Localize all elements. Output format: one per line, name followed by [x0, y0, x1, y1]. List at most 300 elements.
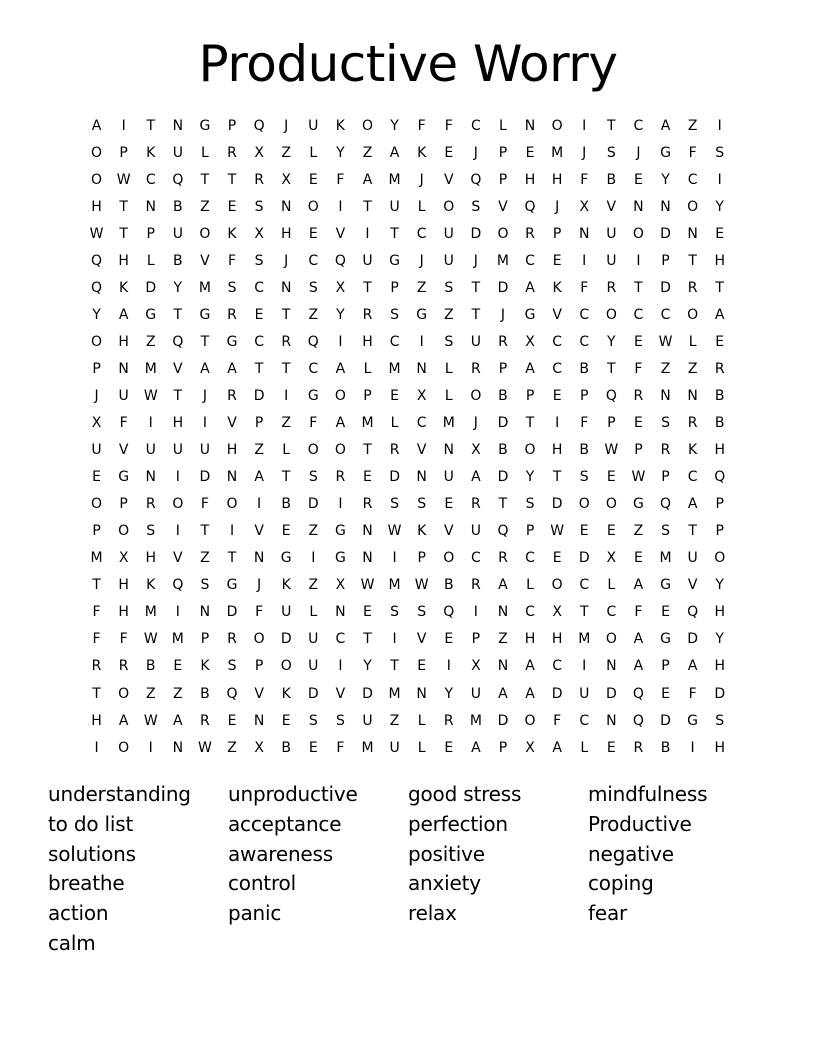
- grid-letter: X: [254, 144, 264, 161]
- grid-letter: E: [281, 712, 291, 729]
- grid-letter: T: [119, 225, 128, 242]
- grid-letter: L: [499, 117, 507, 134]
- grid-letter: N: [362, 523, 373, 540]
- grid-letter: E: [552, 252, 562, 269]
- grid-letter: N: [660, 198, 671, 215]
- grid-letter: S: [417, 604, 427, 621]
- grid-letter: I: [582, 252, 587, 269]
- grid-letter: D: [497, 415, 509, 432]
- grid-letter: F: [119, 415, 128, 432]
- grid-letter: S: [308, 712, 318, 729]
- grid-letter: E: [308, 171, 318, 188]
- grid-letter: F: [417, 117, 426, 134]
- grid-letter: I: [365, 225, 370, 242]
- grid-letter: P: [498, 144, 508, 161]
- grid-letter: A: [525, 685, 535, 702]
- grid-letter: S: [335, 712, 345, 729]
- grid-letter: X: [254, 739, 264, 756]
- grid-letter: L: [146, 252, 155, 269]
- grid-letter: F: [634, 360, 643, 377]
- grid-row: [83, 545, 733, 572]
- grid-row: [83, 491, 733, 518]
- grid-letter: D: [199, 469, 211, 486]
- grid-letter: Y: [363, 658, 372, 675]
- grid-letter: Q: [470, 171, 482, 188]
- grid-row: [83, 328, 733, 355]
- grid-letter: A: [173, 712, 183, 729]
- grid-letter: R: [254, 171, 264, 188]
- grid-letter: O: [334, 442, 346, 459]
- grid-letter: K: [119, 279, 129, 296]
- grid-letter: D: [253, 387, 265, 404]
- grid-letter: P: [417, 550, 426, 567]
- grid-letter: C: [633, 306, 644, 323]
- grid-letter: W: [143, 712, 158, 729]
- grid-letter: S: [606, 144, 616, 161]
- grid-letter: K: [688, 442, 698, 459]
- grid-letter: H: [551, 442, 563, 459]
- grid-letter: A: [118, 712, 129, 729]
- grid-letter: I: [392, 550, 397, 567]
- grid-letter: N: [416, 469, 427, 486]
- grid-letter: N: [687, 387, 698, 404]
- grid-letter: H: [714, 252, 725, 269]
- word-list-item: fear: [588, 901, 628, 926]
- grid-letter: B: [173, 252, 183, 269]
- grid-letter: T: [390, 225, 399, 242]
- grid-letter: A: [91, 117, 102, 134]
- grid-letter: W: [550, 523, 565, 540]
- grid-letter: P: [661, 658, 670, 675]
- grid-letter: B: [579, 360, 590, 377]
- grid-letter: E: [92, 469, 101, 486]
- grid-letter: X: [552, 604, 562, 621]
- grid-letter: R: [498, 333, 508, 350]
- word-list-item: positive: [408, 841, 485, 866]
- grid-letter: V: [443, 523, 454, 540]
- grid-letter: Z: [173, 685, 183, 702]
- grid-letter: G: [199, 117, 211, 134]
- grid-letter: Z: [308, 306, 319, 323]
- grid-letter: L: [417, 198, 426, 215]
- grid-letter: D: [307, 685, 319, 702]
- grid-letter: W: [198, 739, 212, 756]
- grid-letter: Y: [390, 117, 399, 134]
- grid-letter: L: [444, 360, 453, 377]
- grid-letter: L: [417, 712, 426, 729]
- grid-letter: U: [606, 225, 617, 242]
- grid-letter: P: [363, 387, 372, 404]
- grid-letter: C: [308, 360, 319, 377]
- grid-letter: O: [687, 198, 699, 215]
- grid-letter: Q: [172, 333, 184, 350]
- grid-letter: I: [636, 252, 641, 269]
- grid-letter: T: [363, 279, 372, 296]
- grid-letter: C: [579, 577, 590, 594]
- grid-letter: O: [226, 496, 238, 513]
- grid-letter: Z: [308, 577, 319, 594]
- grid-letter: B: [498, 442, 508, 459]
- grid-letter: U: [308, 658, 319, 675]
- grid-letter: W: [387, 523, 402, 540]
- grid-letter: R: [227, 144, 237, 161]
- grid-letter: H: [551, 631, 563, 648]
- grid-letter: E: [417, 658, 427, 675]
- grid-letter: I: [582, 117, 587, 134]
- grid-letter: N: [145, 198, 156, 215]
- grid-letter: P: [552, 225, 562, 242]
- grid-letter: K: [146, 577, 156, 594]
- grid-letter: T: [281, 360, 291, 377]
- grid-letter: O: [253, 631, 265, 648]
- grid-letter: I: [284, 387, 289, 404]
- grid-letter: M: [198, 279, 211, 296]
- grid-letter: J: [555, 198, 560, 215]
- grid-row: [83, 464, 733, 491]
- grid-letter: S: [471, 198, 481, 215]
- word-list-item: unproductive: [228, 782, 358, 806]
- grid-letter: S: [200, 577, 210, 594]
- grid-letter: T: [173, 387, 183, 404]
- grid-letter: O: [91, 144, 103, 161]
- grid-letter: N: [606, 712, 617, 729]
- grid-letter: D: [389, 469, 400, 486]
- grid-letter: U: [308, 117, 319, 134]
- grid-letter: M: [469, 712, 482, 729]
- grid-letter: A: [687, 658, 698, 675]
- grid-letter: C: [579, 333, 590, 350]
- grid-letter: R: [606, 279, 617, 296]
- grid-letter: H: [714, 604, 725, 621]
- grid-letter: P: [200, 631, 210, 648]
- grid-letter: I: [175, 604, 180, 621]
- grid-letter: N: [524, 117, 536, 134]
- grid-letter: A: [118, 306, 129, 323]
- grid-letter: F: [92, 604, 101, 621]
- grid-letter: U: [606, 252, 617, 269]
- grid-letter: J: [284, 117, 289, 134]
- grid-letter: N: [172, 117, 184, 134]
- grid-letter: Z: [687, 117, 698, 134]
- grid-letter: P: [119, 144, 128, 161]
- grid-letter: P: [119, 496, 128, 513]
- grid-letter: N: [280, 279, 292, 296]
- grid-letter: P: [661, 469, 670, 486]
- grid-letter: R: [91, 658, 102, 675]
- grid-letter: Y: [607, 333, 616, 350]
- grid-letter: O: [605, 496, 617, 513]
- grid-row: [83, 112, 733, 139]
- grid-letter: R: [362, 496, 373, 513]
- grid-letter: Y: [336, 306, 345, 323]
- grid-letter: E: [254, 306, 264, 323]
- grid-letter: J: [419, 171, 424, 188]
- grid-letter: D: [497, 279, 509, 296]
- grid-letter: V: [687, 577, 698, 594]
- grid-letter: L: [282, 442, 291, 459]
- grid-letter: T: [607, 360, 616, 377]
- grid-letter: U: [443, 469, 454, 486]
- grid-letter: I: [446, 658, 451, 675]
- grid-letter: A: [254, 469, 264, 486]
- grid-letter: I: [717, 171, 722, 188]
- grid-letter: D: [226, 604, 238, 621]
- grid-letter: A: [200, 360, 210, 377]
- grid-letter: N: [687, 225, 698, 242]
- grid-letter: M: [388, 360, 401, 377]
- grid-letter: P: [92, 360, 101, 377]
- grid-letter: L: [607, 577, 616, 594]
- grid-letter: O: [578, 496, 590, 513]
- grid-letter: L: [309, 144, 318, 161]
- grid-row: [83, 382, 733, 409]
- grid-letter: T: [471, 306, 481, 323]
- grid-letter: Z: [633, 523, 644, 540]
- grid-letter: U: [362, 252, 373, 269]
- grid-letter: C: [579, 306, 590, 323]
- grid-letter: R: [145, 496, 156, 513]
- grid-letter: N: [362, 550, 373, 567]
- grid-letter: M: [144, 360, 157, 377]
- grid-letter: Q: [632, 712, 644, 729]
- grid-letter: O: [307, 198, 319, 215]
- word-list-column: [48, 780, 228, 959]
- grid-letter: X: [525, 333, 535, 350]
- word-list-item: Productive: [588, 811, 692, 836]
- grid-letter: A: [335, 415, 346, 432]
- grid-letter: O: [118, 685, 130, 702]
- grid-letter: I: [555, 415, 560, 432]
- grid-letter: V: [416, 442, 427, 459]
- grid-letter: H: [145, 550, 156, 567]
- grid-letter: C: [525, 550, 535, 567]
- grid-letter: V: [443, 171, 454, 188]
- grid-letter: Z: [254, 442, 264, 459]
- grid-letter: X: [525, 739, 535, 756]
- grid-letter: F: [119, 631, 128, 648]
- grid-letter: U: [443, 252, 454, 269]
- grid-letter: P: [498, 360, 508, 377]
- grid-letter: O: [280, 658, 292, 675]
- grid-letter: S: [715, 144, 725, 161]
- grid-letter: X: [471, 658, 481, 675]
- grid-letter: P: [254, 415, 264, 432]
- grid-letter: G: [145, 306, 157, 323]
- grid-letter: A: [335, 360, 346, 377]
- grid-letter: S: [227, 658, 237, 675]
- grid-letter: C: [660, 306, 671, 323]
- grid-letter: O: [524, 442, 536, 459]
- grid-letter: C: [470, 550, 481, 567]
- grid-letter: N: [416, 685, 427, 702]
- grid-letter: U: [470, 523, 481, 540]
- grid-letter: B: [281, 496, 291, 513]
- grid-letter: T: [498, 496, 508, 513]
- grid-letter: F: [309, 415, 318, 432]
- grid-letter: W: [89, 225, 104, 242]
- grid-letter: C: [416, 415, 427, 432]
- grid-letter: R: [687, 415, 698, 432]
- grid-letter: A: [471, 739, 481, 756]
- grid-letter: K: [281, 577, 291, 594]
- grid-letter: K: [227, 225, 237, 242]
- grid-letter: E: [308, 225, 318, 242]
- grid-letter: A: [714, 306, 725, 323]
- grid-letter: V: [335, 225, 346, 242]
- grid-letter: O: [551, 117, 563, 134]
- grid-letter: W: [414, 577, 429, 594]
- grid-letter: T: [363, 442, 372, 459]
- grid-letter: F: [580, 279, 589, 296]
- grid-letter: P: [525, 387, 535, 404]
- grid-letter: A: [525, 360, 535, 377]
- grid-letter: K: [146, 144, 156, 161]
- grid-letter: T: [173, 306, 183, 323]
- grid-letter: W: [116, 171, 131, 188]
- grid-letter: A: [389, 144, 400, 161]
- grid-letter: T: [200, 333, 210, 350]
- grid-letter: Y: [715, 631, 724, 648]
- grid-letter: B: [281, 739, 291, 756]
- grid-letter: D: [551, 685, 563, 702]
- grid-letter: M: [361, 415, 374, 432]
- grid-letter: V: [254, 685, 264, 702]
- grid-letter: U: [172, 442, 183, 459]
- grid-letter: L: [417, 739, 426, 756]
- grid-letter: D: [551, 496, 563, 513]
- grid-letter: P: [390, 279, 399, 296]
- grid-letter: Z: [200, 550, 210, 567]
- grid-letter: M: [388, 685, 401, 702]
- grid-letter: E: [444, 631, 454, 648]
- grid-letter: D: [497, 712, 509, 729]
- word-list-item: solutions: [48, 841, 136, 866]
- grid-letter: G: [660, 144, 671, 161]
- grid-letter: A: [498, 685, 508, 702]
- grid-letter: G: [389, 252, 400, 269]
- grid-letter: F: [255, 604, 264, 621]
- word-list-item: acceptance: [228, 811, 342, 836]
- grid-letter: O: [551, 577, 563, 594]
- grid-letter: X: [281, 171, 291, 188]
- grid-letter: O: [91, 171, 103, 188]
- grid-letter: B: [173, 198, 183, 215]
- grid-row: [83, 572, 733, 599]
- grid-letter: F: [634, 604, 643, 621]
- grid-letter: U: [389, 739, 400, 756]
- grid-letter: O: [605, 306, 617, 323]
- grid-letter: E: [444, 496, 454, 513]
- grid-letter: L: [444, 387, 453, 404]
- grid-letter: Q: [524, 198, 536, 215]
- grid-letter: A: [552, 739, 562, 756]
- grid-letter: V: [254, 523, 264, 540]
- grid-letter: G: [199, 306, 211, 323]
- grid-letter: E: [606, 523, 616, 540]
- grid-letter: R: [227, 387, 237, 404]
- grid-letter: Q: [172, 577, 184, 594]
- grid-letter: Q: [91, 279, 103, 296]
- grid-letter: Y: [661, 171, 670, 188]
- grid-letter: D: [605, 685, 617, 702]
- grid-letter: U: [687, 550, 698, 567]
- grid-letter: E: [715, 333, 725, 350]
- grid-letter: S: [661, 523, 670, 540]
- grid-letter: Y: [715, 198, 724, 215]
- grid-letter: E: [661, 604, 670, 621]
- grid-letter: M: [496, 252, 509, 269]
- grid-letter: S: [661, 415, 670, 432]
- grid-letter: B: [714, 415, 725, 432]
- word-list-item: action: [48, 901, 109, 926]
- grid-letter: G: [334, 523, 346, 540]
- grid-letter: K: [281, 685, 291, 702]
- grid-letter: C: [579, 712, 590, 729]
- word-list-item: negative: [588, 841, 674, 866]
- grid-letter: W: [631, 469, 646, 486]
- grid-letter: N: [497, 604, 509, 621]
- grid-letter: M: [578, 631, 591, 648]
- grid-letter: E: [552, 387, 562, 404]
- grid-row: [83, 220, 733, 247]
- grid-letter: C: [633, 117, 644, 134]
- grid-letter: N: [172, 739, 184, 756]
- grid-letter: D: [497, 469, 509, 486]
- grid-letter: G: [416, 306, 428, 323]
- grid-letter: P: [525, 523, 535, 540]
- grid-letter: T: [200, 171, 210, 188]
- grid-letter: J: [473, 144, 478, 161]
- grid-letter: R: [362, 306, 373, 323]
- grid-letter: O: [524, 712, 536, 729]
- grid-letter: B: [498, 387, 508, 404]
- grid-letter: Y: [444, 685, 454, 702]
- grid-letter: F: [227, 252, 237, 269]
- grid-letter: Y: [715, 577, 724, 594]
- word-list-column: [588, 780, 768, 959]
- grid-letter: A: [525, 279, 535, 296]
- grid-letter: V: [227, 415, 237, 432]
- grid-letter: F: [444, 117, 453, 134]
- grid-letter: D: [470, 225, 482, 242]
- grid-letter: O: [687, 306, 699, 323]
- grid-letter: F: [553, 712, 562, 729]
- grid-row: [83, 626, 733, 653]
- grid-letter: G: [307, 387, 319, 404]
- grid-letter: J: [636, 144, 641, 161]
- grid-letter: H: [551, 171, 563, 188]
- grid-letter: F: [580, 415, 589, 432]
- grid-letter: S: [308, 469, 318, 486]
- word-list-item: anxiety: [408, 871, 481, 896]
- grid-letter: P: [661, 252, 670, 269]
- grid-letter: K: [552, 279, 562, 296]
- grid-letter: X: [254, 225, 264, 242]
- grid-letter: H: [118, 252, 129, 269]
- grid-letter: Q: [443, 604, 455, 621]
- grid-letter: B: [606, 171, 617, 188]
- grid-letter: L: [363, 360, 372, 377]
- grid-letter: D: [660, 225, 671, 242]
- grid-row: [83, 734, 733, 761]
- grid-letter: N: [443, 442, 454, 459]
- grid-letter: A: [525, 658, 535, 675]
- grid-letter: I: [175, 469, 180, 486]
- grid-letter: P: [146, 225, 155, 242]
- grid-letter: T: [579, 604, 589, 621]
- grid-letter: S: [444, 279, 454, 296]
- grid-letter: G: [687, 712, 699, 729]
